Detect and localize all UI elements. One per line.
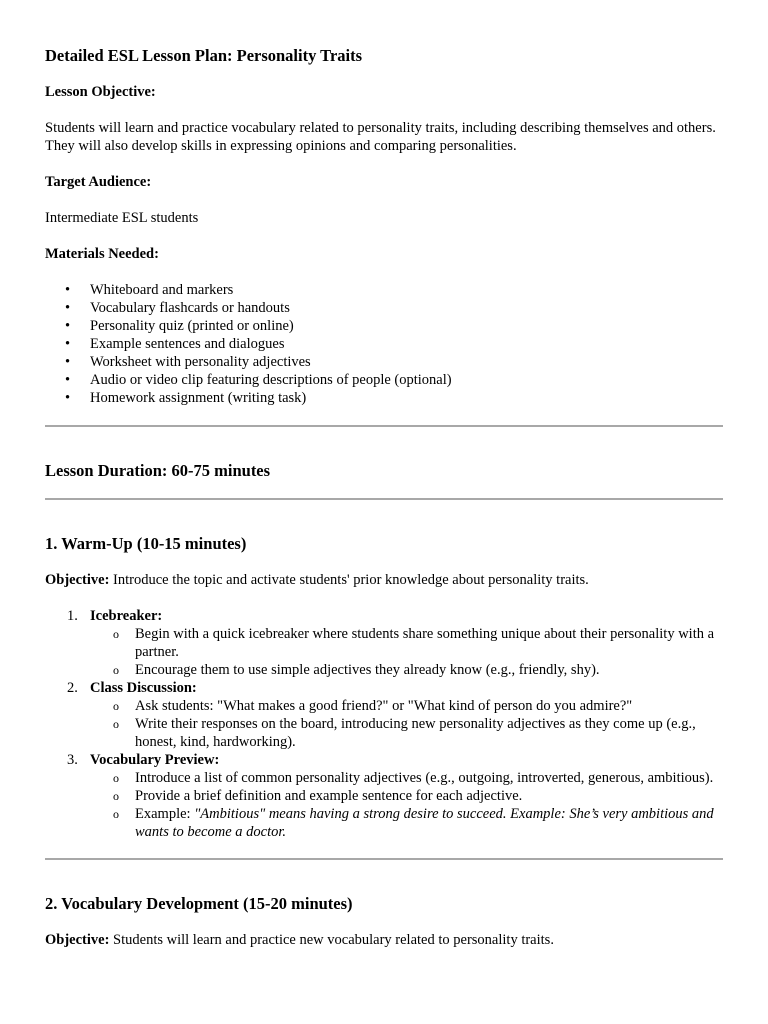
objective-text: Students will learn and practice new vocabulary related to personality traits. — [109, 932, 554, 948]
step-details — [90, 697, 723, 751]
divider — [45, 858, 723, 860]
list-item: o Begin with a quick icebreaker where students share something unique about their personality with a partner. — [90, 625, 723, 661]
step-number: 2. — [67, 680, 78, 696]
step-item — [45, 679, 723, 751]
list-item: o Write their responses on the board, introducing new personality adjectives as they come up (e.g., honest, kind, hardworking). — [90, 715, 723, 751]
objective-text: Introduce the topic and activate students' prior knowledge about personality traits. — [109, 572, 589, 588]
objective-text: Students will learn and practice vocabulary related to personality traits, including describing themselves and others. They will also develop skills in expressing opinions and comparing personalities. — [45, 120, 716, 154]
lesson-plan-document — [45, 46, 723, 949]
step-title: Vocabulary Preview: — [90, 752, 220, 768]
list-item: o Encourage them to use simple adjectives they already know (e.g., friendly, shy). — [90, 661, 723, 679]
step-number: 3. — [67, 752, 78, 768]
materials-label: Materials Needed: — [45, 246, 159, 262]
objective-label: Lesson Objective: — [45, 84, 156, 100]
list-item: • Homework assignment (writing task) — [45, 389, 723, 407]
step-details — [90, 769, 723, 841]
example-prefix: Example: — [135, 806, 195, 822]
list-item: • Worksheet with personality adjectives — [45, 353, 723, 371]
divider — [45, 498, 723, 500]
objective-label: Objective: — [45, 932, 110, 948]
step-title: Class Discussion: — [90, 680, 197, 696]
warmup-steps — [45, 607, 723, 841]
warmup-objective — [45, 571, 723, 589]
step-number: 1. — [67, 608, 78, 624]
step-details — [90, 625, 723, 679]
list-item — [90, 805, 723, 841]
vocab-objective — [45, 931, 723, 949]
step-title: Icebreaker: — [90, 608, 163, 624]
list-item: • Vocabulary flashcards or handouts — [45, 299, 723, 317]
example-text: "Ambitious" means having a strong desire to succeed. Example: She’s very ambitious and wants to become a doctor. — [135, 806, 714, 840]
list-item: o Introduce a list of common personality adjectives (e.g., outgoing, introverted, generous, ambitious). — [90, 769, 723, 787]
objective-label: Objective: — [45, 572, 110, 588]
list-item: • Audio or video clip featuring descriptions of people (optional) — [45, 371, 723, 389]
vocab-heading: 2. Vocabulary Development (15-20 minutes) — [45, 894, 353, 913]
list-item: • Personality quiz (printed or online) — [45, 317, 723, 335]
step-item — [45, 751, 723, 841]
warmup-heading: 1. Warm-Up (10-15 minutes) — [45, 534, 247, 553]
list-item: o Ask students: "What makes a good friend?" or "What kind of person do you admire?" — [90, 697, 723, 715]
list-item: o Provide a brief definition and example sentence for each adjective. — [90, 787, 723, 805]
list-item: • Example sentences and dialogues — [45, 335, 723, 353]
list-item: • Whiteboard and markers — [45, 281, 723, 299]
divider — [45, 425, 723, 427]
duration-heading: Lesson Duration: 60-75 minutes — [45, 461, 271, 480]
step-item — [45, 607, 723, 679]
materials-list — [45, 281, 723, 407]
audience-text: Intermediate ESL students — [45, 210, 199, 226]
audience-label: Target Audience: — [45, 174, 152, 190]
document-title: Detailed ESL Lesson Plan: Personality Traits — [45, 46, 363, 65]
